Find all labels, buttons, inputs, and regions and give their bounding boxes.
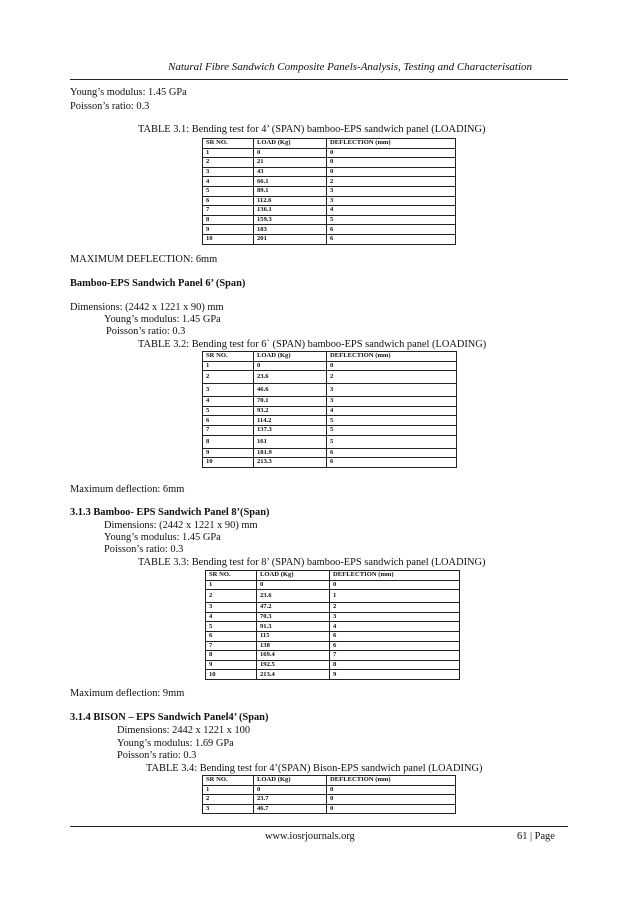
column-header: LOAD (Kg) [254, 776, 327, 786]
table-row [206, 622, 460, 632]
column-header: SR NO. [206, 571, 257, 581]
table-cell: 10 [203, 458, 254, 468]
table-row [206, 660, 460, 670]
table-row [206, 580, 460, 590]
table-cell: 10 [203, 234, 254, 244]
table-row [203, 406, 457, 416]
table-cell: 136.1 [254, 206, 327, 216]
table-cell: 0 [327, 167, 456, 177]
table-cell: 4 [203, 177, 254, 187]
table-cell: 8 [203, 215, 254, 225]
table-cell: 10 [206, 670, 257, 680]
table-row [203, 397, 457, 407]
table3-caption: TABLE 3.3: Bending test for 8’ (SPAN) bamboo-EPS sandwich panel (LOADING) [138, 557, 486, 568]
column-header: DEFLECTION (mm) [327, 139, 456, 149]
table-cell: 115 [257, 631, 330, 641]
table-row [203, 167, 456, 177]
table-cell: 6 [327, 225, 456, 235]
table-header-row [206, 571, 460, 581]
table-row [203, 435, 457, 448]
section4-dimensions: Dimensions: 2442 x 1221 x 100 [117, 725, 251, 736]
table1-caption: TABLE 3.1: Bending test for 4’ (SPAN) bamboo-EPS sandwich panel (LOADING) [138, 124, 486, 135]
table-cell: 4 [206, 612, 257, 622]
table-cell: 21 [254, 158, 327, 168]
section3-dimensions: Dimensions: (2442 x 1221 x 90) mm [104, 520, 258, 531]
section4-heading: 3.1.4 BISON – EPS Sandwich Panel4’ (Span) [70, 712, 269, 723]
table-row [206, 670, 460, 680]
column-header: LOAD (Kg) [254, 352, 327, 362]
table-cell: 2 [203, 158, 254, 168]
table-cell: 138 [257, 641, 330, 651]
table-cell: 6 [330, 631, 460, 641]
column-header: SR NO. [203, 139, 254, 149]
table-cell: 4 [330, 622, 460, 632]
table4 [202, 775, 456, 814]
table-row [203, 425, 457, 435]
section3-youngs: Young’s modulus: 1.45 GPa [104, 532, 221, 543]
table-cell: 3 [327, 384, 457, 397]
table-row [203, 384, 457, 397]
table-cell: 9 [203, 225, 254, 235]
table-cell: 5 [327, 215, 456, 225]
table-row [206, 603, 460, 613]
section2-dimensions: Dimensions: (2442 x 1221 x 90) mm [70, 302, 224, 313]
table-cell: 6 [206, 631, 257, 641]
table-cell: 89.1 [254, 186, 327, 196]
table-cell: 6 [327, 448, 457, 458]
table-cell: 3 [203, 804, 254, 814]
table-row [203, 448, 457, 458]
table-cell: 0 [330, 580, 460, 590]
table-cell: 2 [203, 371, 254, 384]
table-cell: 0 [327, 804, 456, 814]
table-cell: 2 [203, 795, 254, 805]
table-row [203, 795, 456, 805]
table-cell: 70.3 [257, 612, 330, 622]
table-cell: 5 [327, 416, 457, 426]
table-cell: 1 [203, 148, 254, 158]
table1 [202, 138, 456, 245]
table-cell: 0 [257, 580, 330, 590]
table-row [203, 225, 456, 235]
table3 [205, 570, 460, 680]
column-header: LOAD (Kg) [257, 571, 330, 581]
table-cell: 43 [254, 167, 327, 177]
table-cell: 112.6 [254, 196, 327, 206]
table2-caption: TABLE 3.2: Bending test for 6` (SPAN) bamboo-EPS sandwich panel (LOADING) [138, 339, 487, 350]
table-cell: 0 [254, 785, 327, 795]
table-cell: 0 [327, 361, 457, 371]
table-cell: 91.3 [257, 622, 330, 632]
table-cell: 0 [327, 158, 456, 168]
column-header: DEFLECTION (mm) [330, 571, 460, 581]
table-row [203, 458, 457, 468]
table-row [203, 215, 456, 225]
table-cell: 93.2 [254, 406, 327, 416]
table-header-row [203, 776, 456, 786]
section3-heading: 3.1.3 Bamboo- EPS Sandwich Panel 8’(Span) [70, 507, 270, 518]
column-header: DEFLECTION (mm) [327, 776, 456, 786]
column-header: LOAD (Kg) [254, 139, 327, 149]
table-cell: 4 [327, 406, 457, 416]
table-cell: 2 [206, 590, 257, 603]
table-row [203, 234, 456, 244]
table-row [203, 361, 457, 371]
table-cell: 23.6 [254, 371, 327, 384]
table-cell: 6 [327, 234, 456, 244]
table-row [206, 641, 460, 651]
table-cell: 3 [206, 603, 257, 613]
table-cell: 192.5 [257, 660, 330, 670]
column-header: SR NO. [203, 776, 254, 786]
table-cell: 213.3 [254, 458, 327, 468]
table-cell: 6 [203, 416, 254, 426]
table-cell: 5 [203, 186, 254, 196]
intro-youngs: Young’s modulus: 1.45 GPa [70, 87, 187, 98]
table-cell: 1 [203, 785, 254, 795]
table2 [202, 351, 457, 468]
running-header: Natural Fibre Sandwich Composite Panels-Analysis, Testing and Characterisation [168, 61, 533, 73]
table-cell: 5 [206, 622, 257, 632]
table-cell: 5 [327, 435, 457, 448]
section2-youngs: Young’s modulus: 1.45 GPa [104, 314, 221, 325]
table-cell: 4 [327, 206, 456, 216]
footer-rule [70, 826, 568, 827]
table-cell: 46.6 [254, 384, 327, 397]
table-cell: 6 [203, 196, 254, 206]
table-row [203, 416, 457, 426]
table-row [206, 651, 460, 661]
table-cell: 0 [254, 148, 327, 158]
table-cell: 1 [330, 590, 460, 603]
table-cell: 2 [327, 371, 457, 384]
section2-heading: Bamboo-EPS Sandwich Panel 6’ (Span) [70, 278, 246, 289]
table-cell: 9 [206, 660, 257, 670]
table-header-row [203, 352, 457, 362]
max-deflection-3: Maximum deflection: 9mm [70, 688, 185, 699]
table-cell: 7 [203, 206, 254, 216]
table-cell: 201 [254, 234, 327, 244]
table-cell: 3 [327, 397, 457, 407]
section4-youngs: Young’s modulus: 1.69 GPa [117, 738, 234, 749]
table-cell: 47.2 [257, 603, 330, 613]
table-cell: 1 [203, 361, 254, 371]
table-header-row [203, 139, 456, 149]
table-cell: 8 [206, 651, 257, 661]
table-cell: 8 [330, 660, 460, 670]
table-cell: 1 [206, 580, 257, 590]
table4-caption: TABLE 3.4: Bending test for 4’(SPAN) Bison-EPS sandwich panel (LOADING) [146, 763, 483, 774]
table-cell: 213.4 [257, 670, 330, 680]
table-cell: 159.3 [254, 215, 327, 225]
table-cell: 3 [327, 196, 456, 206]
footer-site: www.iosrjournals.org [265, 831, 355, 842]
table-cell: 66.1 [254, 177, 327, 187]
table-cell: 114.2 [254, 416, 327, 426]
table-cell: 8 [203, 435, 254, 448]
table-cell: 169.4 [257, 651, 330, 661]
table-cell: 6 [330, 641, 460, 651]
max-deflection-1: MAXIMUM DEFLECTION: 6mm [70, 254, 218, 265]
table-cell: 3 [327, 186, 456, 196]
table-cell: 0 [327, 795, 456, 805]
table-row [206, 612, 460, 622]
table-cell: 5 [327, 425, 457, 435]
table-cell: 3 [203, 384, 254, 397]
table-cell: 0 [327, 148, 456, 158]
table-row [203, 206, 456, 216]
table-row [203, 186, 456, 196]
table-cell: 2 [330, 603, 460, 613]
table-cell: 183 [254, 225, 327, 235]
table-cell: 9 [330, 670, 460, 680]
table-cell: 4 [203, 397, 254, 407]
intro-poisson: Poisson’s ratio: 0.3 [70, 101, 150, 112]
table-row [203, 148, 456, 158]
table-cell: 137.3 [254, 425, 327, 435]
table-cell: 161 [254, 435, 327, 448]
table-row [203, 158, 456, 168]
table-row [203, 804, 456, 814]
table-cell: 181.9 [254, 448, 327, 458]
table-row [203, 371, 457, 384]
table-row [203, 177, 456, 187]
section2-poisson: Poisson’s ratio: 0.3 [106, 326, 186, 337]
table-cell: 0 [327, 785, 456, 795]
header-rule [70, 79, 568, 80]
table-cell: 3 [330, 612, 460, 622]
footer-page-number: 61 | Page [517, 831, 555, 842]
section3-poisson: Poisson’s ratio: 0.3 [104, 544, 184, 555]
table-cell: 3 [203, 167, 254, 177]
table-row [206, 590, 460, 603]
table-row [206, 631, 460, 641]
table-cell: 5 [203, 406, 254, 416]
table-cell: 2 [327, 177, 456, 187]
max-deflection-2: Maximum deflection: 6mm [70, 484, 185, 495]
table-row [203, 785, 456, 795]
column-header: DEFLECTION (mm) [327, 352, 457, 362]
table-cell: 46.7 [254, 804, 327, 814]
table-cell: 7 [206, 641, 257, 651]
table-cell: 23.6 [257, 590, 330, 603]
column-header: SR NO. [203, 352, 254, 362]
table-cell: 7 [203, 425, 254, 435]
table-cell: 23.7 [254, 795, 327, 805]
section4-poisson: Poisson’s ratio: 0.3 [117, 750, 197, 761]
table-cell: 70.1 [254, 397, 327, 407]
table-row [203, 196, 456, 206]
table-cell: 6 [327, 458, 457, 468]
table-cell: 0 [254, 361, 327, 371]
table-cell: 7 [330, 651, 460, 661]
table-cell: 9 [203, 448, 254, 458]
